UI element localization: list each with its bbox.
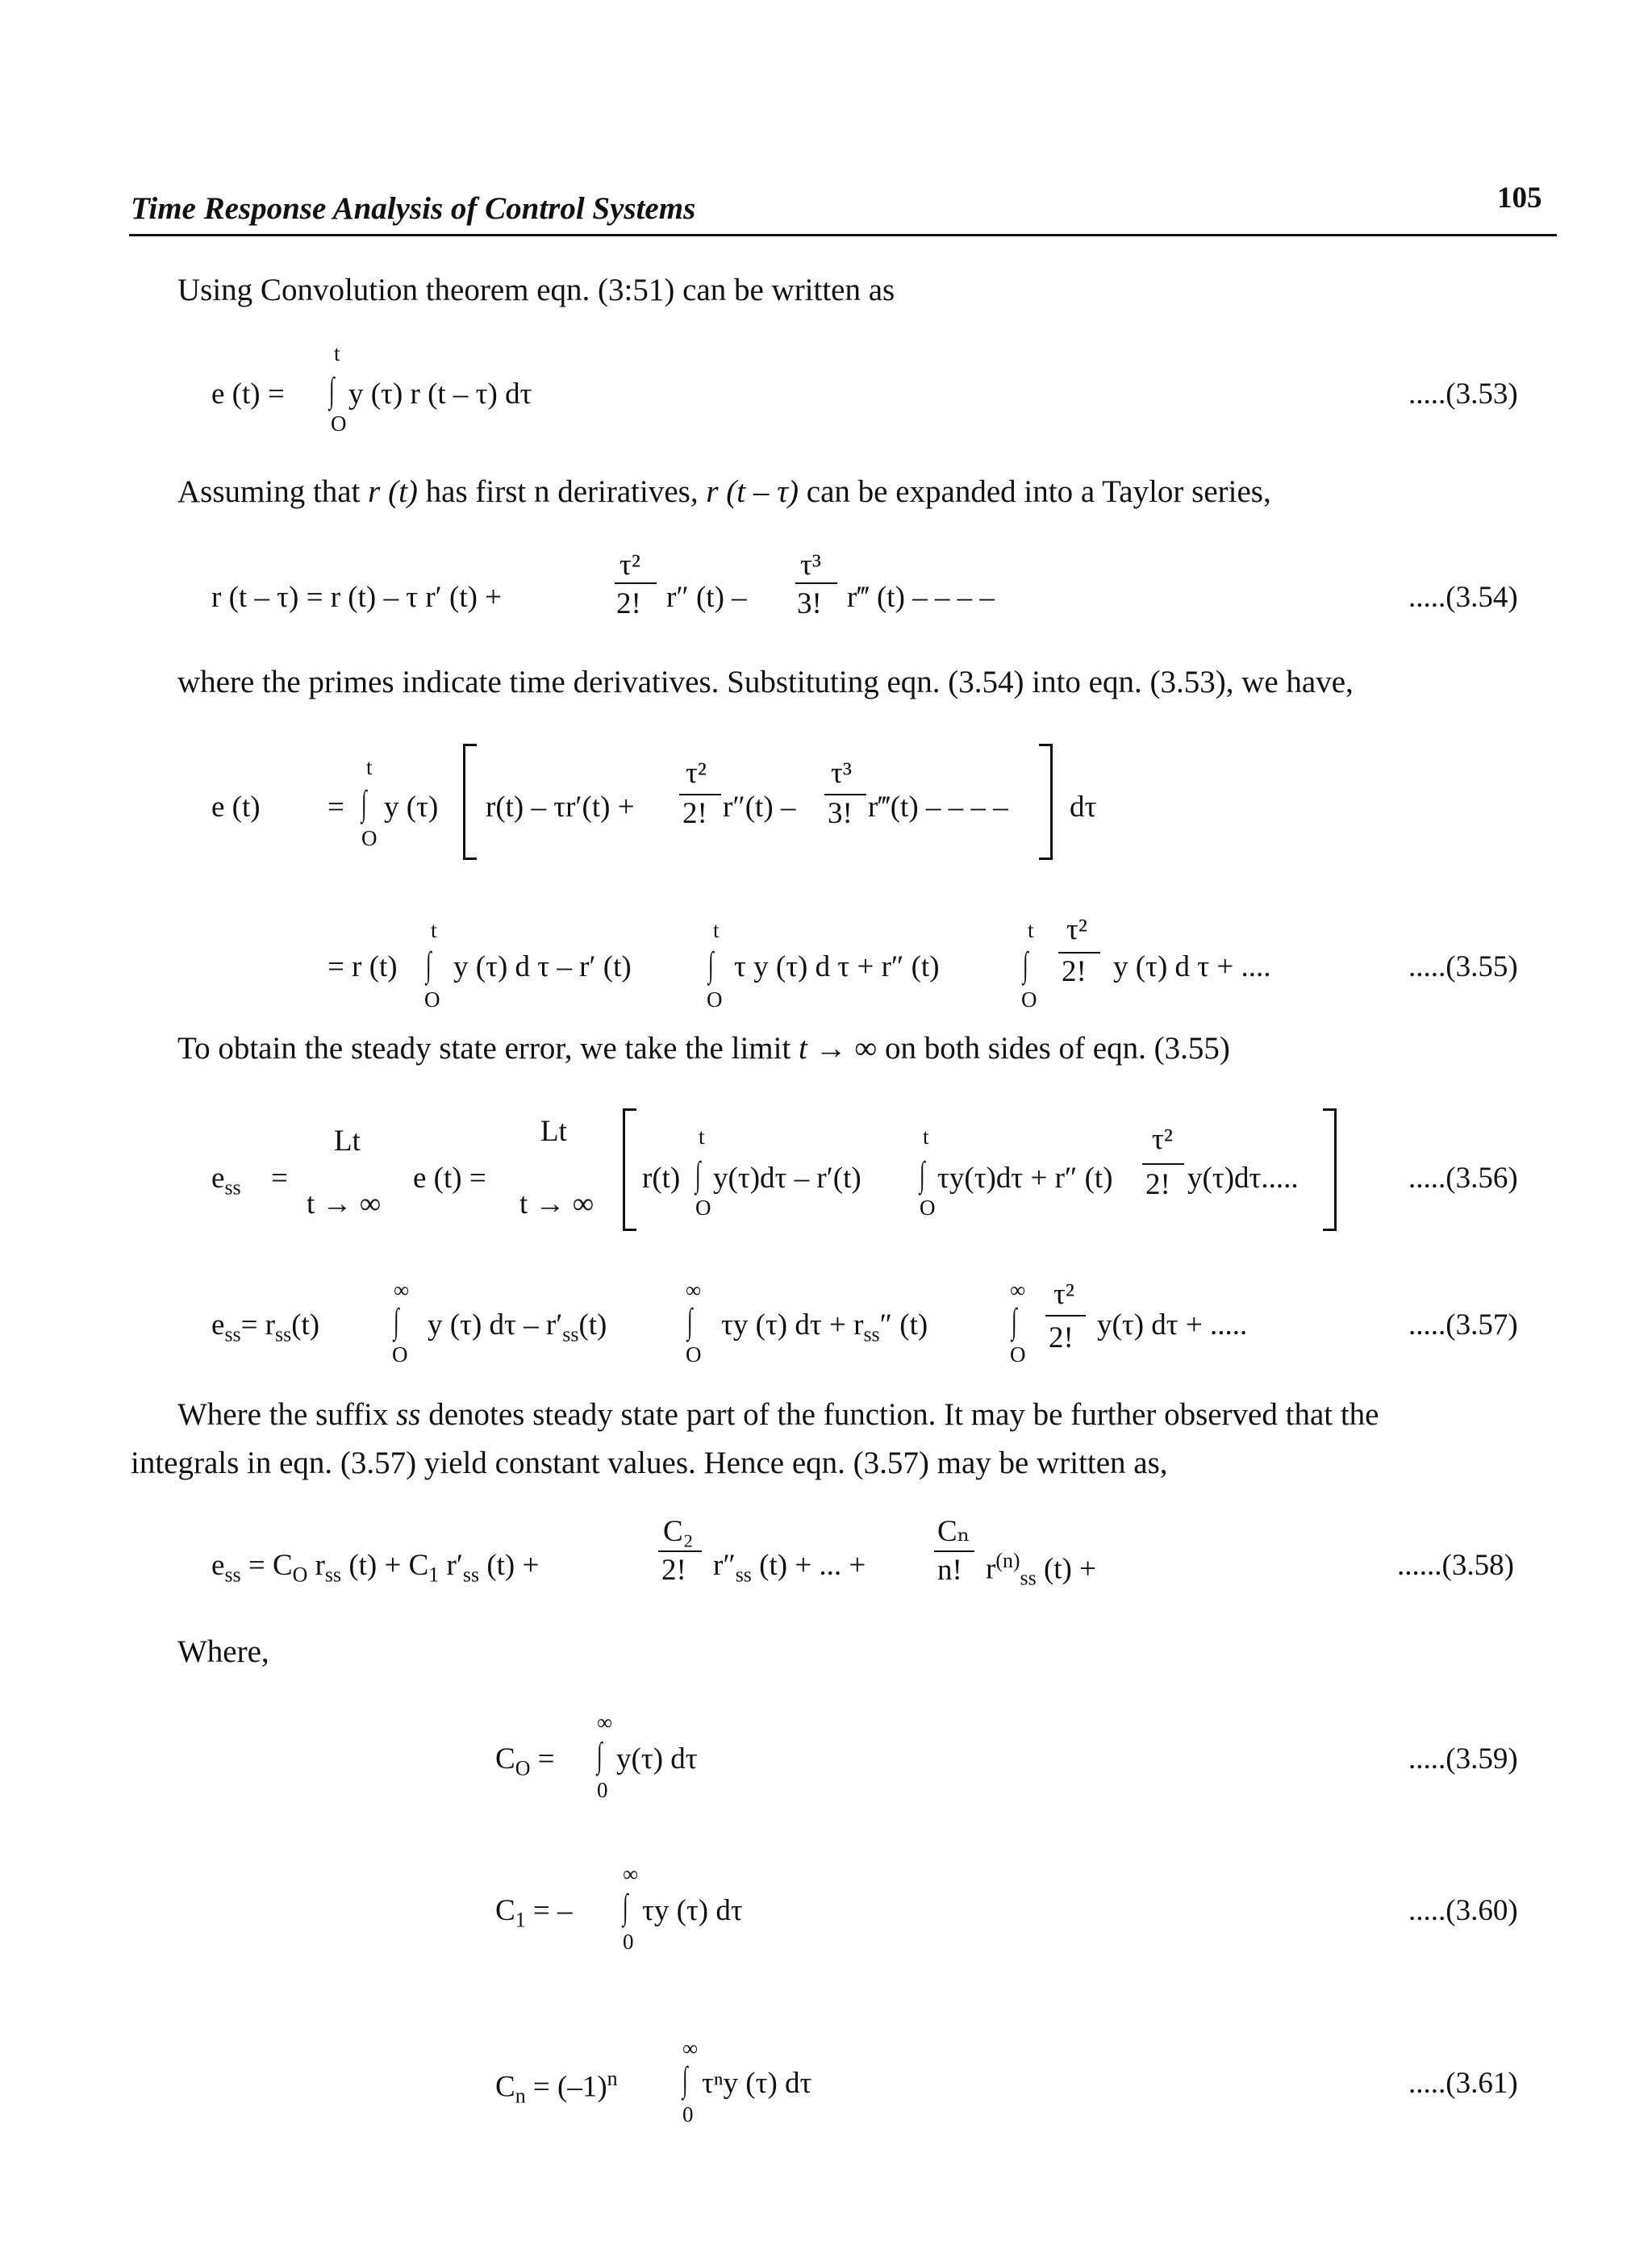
paragraph — [177, 1033, 1230, 1064]
text-run: has first n deriratives, — [417, 474, 707, 509]
integral-upper-limit: ∞ — [682, 2036, 699, 2060]
eq-sign: = — [327, 791, 344, 824]
eq-term — [211, 1550, 539, 1585]
eq-sign: = — [271, 1162, 288, 1195]
right-bracket — [1039, 744, 1053, 860]
text-run: denotes steady state part of the function. It may be further observed that the — [420, 1397, 1379, 1432]
integral-sign: ∫ — [394, 1301, 399, 1341]
integral-lower-limit: 0 — [623, 1930, 634, 1954]
limit-subscript: t → ∞ — [307, 1187, 382, 1221]
symbol: C — [495, 1742, 515, 1776]
fraction-bar — [615, 582, 657, 584]
eq-term: r(t) – τr′(t) + — [486, 791, 635, 824]
integral-sign: ∫ — [695, 1154, 701, 1194]
integral-lower-limit: O — [920, 1196, 936, 1220]
fraction-denominator: n! — [937, 1554, 962, 1587]
eq-term: r″(t) – — [723, 791, 796, 824]
symbol: (t) + — [486, 1549, 540, 1582]
equation-number: .....(3.59) — [1408, 1742, 1518, 1776]
paragraph: Using Convolution theorem eqn. (3:51) can be written as — [177, 273, 895, 307]
symbol: = C — [248, 1549, 293, 1582]
fraction-numerator: τ³ — [831, 757, 852, 790]
integral-upper-limit: t — [366, 755, 373, 779]
symbol: e — [211, 1549, 225, 1582]
subscript: ss — [562, 1322, 579, 1346]
eq-term: r″ (t) – — [666, 581, 747, 614]
fraction-bar — [1045, 1315, 1086, 1317]
eq-term: r‴ (t) – – – – — [847, 581, 995, 614]
left-bracket — [463, 744, 477, 860]
eq-term: τ y (τ) d τ + r″ (t) — [734, 950, 940, 983]
text-run: Where the suffix — [177, 1397, 397, 1432]
integral-sign: ∫ — [1023, 945, 1028, 984]
limit-label: Lt — [540, 1115, 567, 1148]
superscript: n — [607, 2067, 618, 2090]
equation-number: .....(3.57) — [1408, 1308, 1518, 1342]
fraction-numerator: τ² — [686, 757, 707, 790]
symbol: (t) — [291, 1308, 320, 1342]
subscript: ss — [735, 1563, 752, 1587]
eq-term — [986, 1550, 1096, 1589]
integral-lower-limit: O — [1021, 987, 1037, 1012]
fraction-bar — [658, 1550, 702, 1552]
integral-lower-limit: O — [1010, 1342, 1026, 1367]
fraction-numerator: τ² — [1152, 1123, 1173, 1156]
integral-lower-limit: 0 — [682, 2102, 694, 2126]
symbol: (t) + — [1043, 1552, 1096, 1586]
paragraph — [177, 476, 1271, 507]
integral-sign: ∫ — [426, 945, 432, 984]
eq-term: y(τ)dτ – r′(t) — [713, 1162, 861, 1195]
fraction-numerator: Cₙ — [937, 1515, 970, 1548]
eq-term: τy (τ) dτ — [642, 1894, 743, 1927]
header-rule — [129, 234, 1557, 236]
integral-upper-limit: t — [431, 918, 437, 942]
integral-lower-limit: O — [695, 1196, 711, 1220]
integral-sign: ∫ — [708, 945, 714, 984]
text-run: To obtain the steady state error, we take the limit — [177, 1031, 799, 1066]
subscript: ss — [224, 1322, 241, 1346]
subscript: ss — [863, 1322, 880, 1346]
eq-lhs: r (t – τ) = r (t) – τ r′ (t) + — [211, 581, 503, 614]
symbol: = — [537, 1742, 555, 1776]
fraction-bar — [934, 1550, 974, 1552]
eq-term: y(τ) dτ + ..... — [1097, 1308, 1248, 1342]
subscript: O — [292, 1563, 308, 1587]
fraction-numerator: τ² — [1053, 1278, 1074, 1311]
integral-sign: ∫ — [920, 1154, 925, 1194]
subscript: ss — [224, 1563, 241, 1587]
eq-lhs: e (t) = — [211, 378, 285, 411]
symbol: τy (τ) dτ + r — [721, 1308, 864, 1342]
symbol: = (–1) — [532, 2070, 607, 2104]
eq-lhs: e (t) — [211, 791, 261, 824]
subscript: ss — [462, 1563, 480, 1587]
integral-sign: ∫ — [623, 1887, 628, 1926]
symbol: e — [211, 1162, 225, 1195]
fraction-denominator: 2! — [682, 797, 707, 830]
integral-upper-limit: ∞ — [686, 1278, 702, 1302]
paragraph: where the primes indicate time derivatives. Substituting eqn. (3.54) into eqn. (3.53), we have, — [177, 665, 1354, 699]
fraction-denominator: 2! — [1062, 955, 1087, 988]
integral-lower-limit: O — [686, 1342, 702, 1367]
fraction-denominator: 3! — [828, 797, 853, 830]
paragraph: Where, — [177, 1634, 269, 1669]
paragraph: integrals in eqn. (3.57) yield constant values. Hence eqn. (3.57) may be written as, — [131, 1446, 1168, 1480]
symbol: (t) — [578, 1308, 607, 1342]
symbol: ″ (t) — [879, 1308, 928, 1342]
subscript: n — [515, 2084, 526, 2108]
eq-term: τy(τ)dτ + r″ (t) — [937, 1162, 1113, 1195]
paragraph — [177, 1399, 1379, 1430]
integral-upper-limit: ∞ — [394, 1278, 410, 1302]
equation-number: ......(3.58) — [1397, 1549, 1514, 1582]
text-run: → ∞ on both sides of eqn. (3.55) — [807, 1031, 1230, 1066]
symbol: r″ — [713, 1549, 736, 1582]
eq-term: y(τ)dτ..... — [1187, 1162, 1299, 1195]
integral-upper-limit: ∞ — [623, 1862, 639, 1886]
text-run: t — [799, 1031, 807, 1066]
symbol: y (τ) dτ – r′ — [428, 1308, 563, 1342]
symbol: C — [495, 1894, 515, 1927]
integral-upper-limit: t — [713, 918, 720, 942]
subscript: ss — [324, 1563, 342, 1587]
text-run: Assuming that — [177, 474, 369, 509]
right-bracket — [1323, 1108, 1337, 1231]
fraction-denominator: 2! — [1049, 1321, 1074, 1354]
text-run: can be expanded into a Taylor series, — [799, 474, 1271, 509]
eq-term — [495, 1744, 555, 1779]
fraction-bar — [795, 582, 837, 584]
eq-term — [495, 1896, 573, 1930]
eq-term — [721, 1310, 928, 1345]
subscript: ss — [275, 1322, 292, 1346]
symbol: C — [495, 2070, 515, 2104]
symbol: (t) + ... + — [759, 1549, 866, 1582]
eq-term: τⁿy (τ) dτ — [702, 2067, 812, 2100]
fraction-denominator: 2! — [661, 1554, 686, 1587]
equation-number: .....(3.53) — [1408, 378, 1518, 411]
eq-term: r‴(t) – – – – — [868, 791, 1008, 824]
eq-term: dτ — [1070, 791, 1097, 824]
text-run: r (t – τ) — [706, 474, 799, 509]
subscript: 1 — [428, 1563, 440, 1587]
subscript: ss — [224, 1175, 241, 1200]
fraction-denominator: 2! — [616, 587, 641, 620]
integral-sign: ∫ — [682, 2059, 688, 2099]
text-run: r (t) — [368, 474, 418, 509]
symbol: r — [315, 1549, 325, 1582]
equation-number: .....(3.54) — [1408, 581, 1518, 614]
integral-upper-limit: t — [923, 1125, 929, 1149]
eq-body: y (τ) r (t – τ) dτ — [348, 378, 532, 411]
integral-lower-limit: O — [392, 1342, 408, 1367]
eq-term: = r (t) — [327, 950, 398, 983]
eq-term: e (t) = — [413, 1162, 486, 1195]
integral-upper-limit: ∞ — [1010, 1278, 1026, 1302]
fraction-numerator: C₂ — [663, 1515, 694, 1548]
integral-lower-limit: O — [361, 826, 378, 850]
symbol: e — [211, 1308, 225, 1342]
fraction-denominator: 3! — [797, 587, 822, 620]
integral-lower-limit: O — [707, 987, 723, 1012]
fraction-denominator: 2! — [1145, 1168, 1170, 1201]
eq-term: r(t) — [642, 1162, 681, 1195]
eq-term: y (τ) d τ – r′ (t) — [453, 950, 632, 983]
text-run: ss — [396, 1397, 421, 1432]
eq-term: y (τ) d τ + .... — [1113, 950, 1271, 983]
running-header: Time Response Analysis of Control Systems — [131, 191, 696, 226]
left-bracket — [623, 1108, 636, 1231]
symbol: r — [986, 1552, 996, 1586]
eq-term — [713, 1550, 866, 1585]
integral-lower-limit: 0 — [597, 1778, 608, 1802]
integral-sign: ∫ — [329, 370, 335, 410]
fraction-bar — [1058, 952, 1100, 954]
fraction-numerator: τ³ — [800, 549, 821, 582]
symbol: = r — [240, 1308, 276, 1342]
integral-upper-limit: ∞ — [597, 1710, 613, 1734]
integral-sign: ∫ — [597, 1735, 603, 1775]
eq-term — [211, 1163, 241, 1198]
fraction-numerator: τ² — [1066, 913, 1087, 946]
eq-term: y (τ) — [384, 791, 439, 824]
integral-sign: ∫ — [1012, 1301, 1017, 1341]
integral-lower-limit: O — [331, 411, 347, 436]
fraction-bar — [679, 794, 721, 795]
eq-term: y(τ) dτ — [616, 1742, 698, 1776]
symbol: r′ — [446, 1549, 463, 1582]
fraction-bar — [824, 794, 866, 795]
integral-lower-limit: O — [424, 987, 440, 1012]
subscript: ss — [1020, 1566, 1037, 1590]
equation-number: .....(3.60) — [1408, 1894, 1518, 1927]
symbol: = – — [532, 1894, 573, 1927]
integral-upper-limit: t — [334, 341, 340, 365]
limit-subscript: t → ∞ — [519, 1187, 594, 1221]
integral-sign: ∫ — [687, 1301, 693, 1341]
eq-term — [428, 1310, 607, 1345]
superscript: (n) — [995, 1549, 1020, 1572]
fraction-bar — [1142, 1163, 1184, 1165]
fraction-numerator: τ² — [620, 549, 640, 582]
limit-label: Lt — [334, 1125, 361, 1158]
subscript: 1 — [515, 1908, 526, 1932]
eq-term — [495, 2068, 618, 2107]
integral-upper-limit: t — [1028, 918, 1034, 942]
equation-number: .....(3.61) — [1408, 2067, 1518, 2100]
equation-number: .....(3.56) — [1408, 1162, 1518, 1195]
eq-term — [211, 1310, 319, 1345]
subscript: O — [515, 1756, 531, 1780]
equation-number: .....(3.55) — [1408, 950, 1518, 983]
integral-upper-limit: t — [699, 1125, 705, 1149]
integral-sign: ∫ — [361, 783, 367, 823]
symbol: (t) + C — [348, 1549, 429, 1582]
page-number: 105 — [1497, 182, 1542, 215]
